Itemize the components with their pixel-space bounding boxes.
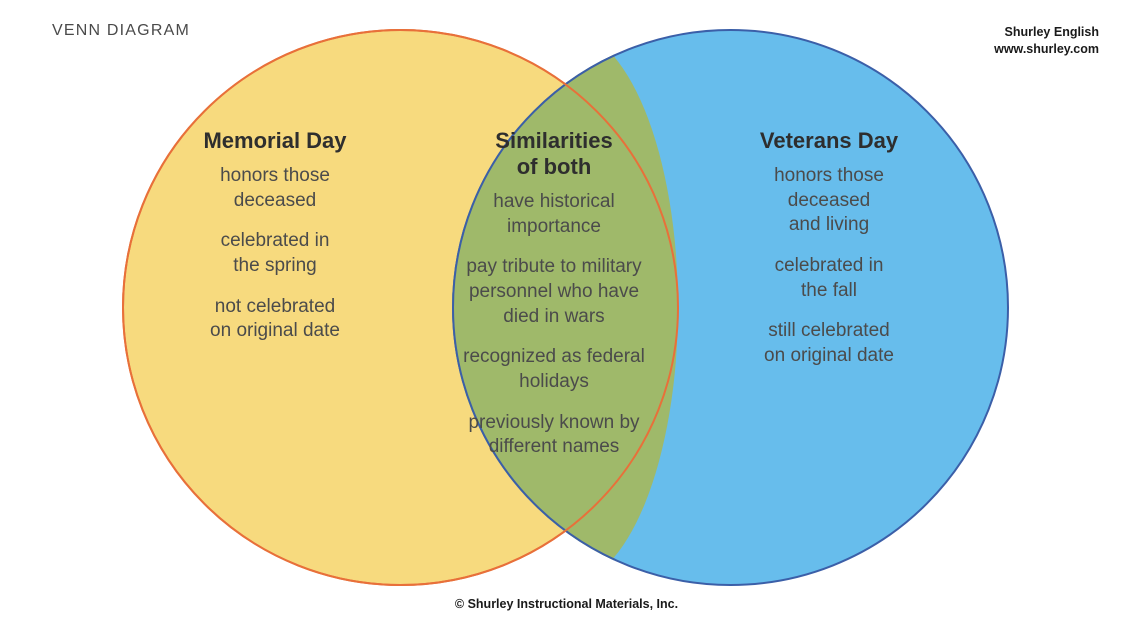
venn-left-column	[150, 128, 400, 344]
diagram-title: VENN DIAGRAM	[52, 22, 190, 39]
venn-right-column	[700, 128, 958, 369]
venn-left-item: celebrated in the spring	[220, 230, 330, 277]
venn-right-item: still celebrated on original date	[764, 320, 894, 367]
venn-overlap-item: pay tribute to military personnel who have died in wars	[466, 256, 642, 327]
venn-right-item: honors those deceased and living	[774, 164, 884, 236]
venn-right-title: Veterans Day	[759, 128, 899, 153]
venn-overlap-item: have historical importance	[493, 190, 615, 237]
venn-left-title: Memorial Day	[203, 128, 347, 153]
brand-website: www.shurley.com	[994, 41, 1099, 56]
venn-left-item: honors those deceased	[220, 164, 330, 211]
copyright-notice: © Shurley Instructional Materials, Inc.	[454, 597, 679, 611]
venn-overlap-item: previously known by different names	[468, 411, 640, 458]
venn-right-item: celebrated in the fall	[774, 255, 884, 301]
venn-overlap-column	[404, 128, 704, 460]
venn-overlap-title: Similarities of both	[495, 128, 613, 179]
venn-overlap-item: recognized as federal holidays	[463, 346, 645, 393]
venn-left-item: not celebrated on original date	[210, 295, 340, 342]
brand-name: Shurley English	[1004, 25, 1099, 39]
